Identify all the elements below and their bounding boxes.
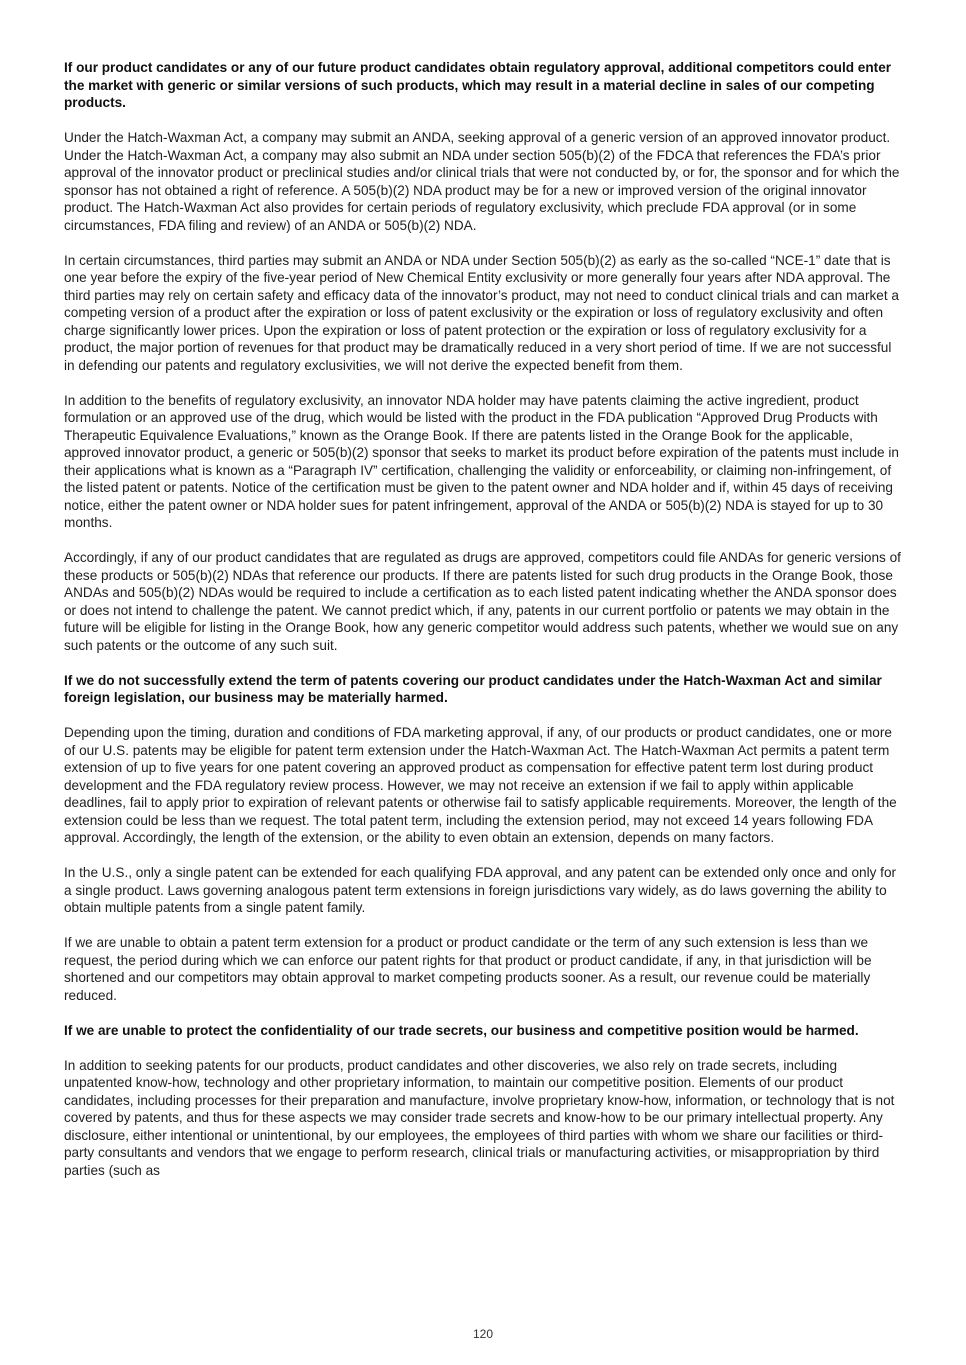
paragraph: Depending upon the timing, duration and conditions of FDA marketing approval, if any, of our products or product candidates, one or more of our U.S. patents may be eligible for patent term extension under the Hatch-Waxman Act. The Hatch-Waxman Act permits a patent term extension of up to five years for one patent covering an approved product as compensation for effective patent term lost during product development and the FDA regulatory review process. However, we may not receive an extension if we fail to apply within applicable deadlines, fail to apply prior to expiration of relevant patents or otherwise fail to satisfy applicable requirements. Moreover, the length of the extension could be less than we request. The total patent term, including the extension period, may not exceed 14 years following FDA approval. Accordingly, the length of the extension, or the ability to even obtain an extension, depends on many factors. — [64, 725, 897, 845]
section-trade-secrets — [64, 1022, 902, 1180]
page-number: 120 — [472, 1327, 494, 1341]
paragraph: In addition to seeking patents for our products, product candidates and other discoveries, we also rely on trade secrets, including unpatented know-how, technology and other proprietary information, to maintain our competitive position. Elements of our product candidates, including processes for their preparation and manufacture, involve proprietary know-how, information, or technology that is not covered by patents, and thus for these aspects we may consider trade secrets and know-how to be our primary intellectual property. Any disclosure, either intentional or unintentional, by our employees, the employees of third parties with whom we share our facilities or third-party consultants and vendors that we engage to perform research, clinical trials or manufacturing activities, or misappropriation by third parties (such as — [64, 1057, 895, 1178]
paragraph: In the U.S., only a single patent can be extended for each qualifying FDA approval, and any patent can be extended only once and only for a single product. Laws governing analogous patent term extensions in foreign jurisdictions vary widely, as do laws governing the ability to obtain multiple patents from a single patent family. — [64, 865, 897, 915]
paragraph: If we are unable to obtain a patent term extension for a product or product candidate or the term of any such extension is less than we request, the period during which we can enforce our patent rights for that product or product candidate, if any, in that jurisdiction will be shortened and our competitors may obtain approval to market competing products sooner. As a result, our revenue could be materially reduced. — [64, 935, 872, 1003]
paragraph: In certain circumstances, third parties may submit an ANDA or NDA under Section 505(b)(2) as early as the so-called “NCE-1” date that is one year before the expiry of the five-year period of New Chemical Entity exclusivity or more generally four years after NDA approval. The third parties may rely on certain safety and efficacy data of the innovator’s product, may not need to conduct clinical trials and can market a competing version of a product after the expiration or loss of patent exclusivity or the expiration or loss of regulatory exclusivity and often charge significantly lower prices. Upon the expiration or loss of patent protection or the expiration or loss of regulatory exclusivity for a product, the major portion of revenues for that product may be dramatically reduced in a very short period of time. If we are not successful in defending our patents and regulatory exclusivities, we will not derive the expected benefit from them. — [64, 252, 899, 373]
section-heading: If we do not successfully extend the term of patents covering our product candidates under the Hatch-Waxman Act and similar foreign legislation, our business may be materially harmed. — [64, 672, 882, 705]
paragraph: Accordingly, if any of our product candidates that are regulated as drugs are approved, competitors could file ANDAs for generic versions of these products or 505(b)(2) NDAs that reference our products. If there are patents listed for such drug products in the Orange Book, those ANDAs and 505(b)(2) NDAs would be required to include a certification as to each listed patent indicating whether the ANDA sponsor does or does not intend to challenge the patent. We cannot predict which, if any, patents in our current portfolio or patents we may obtain in the future will be eligible for listing in the Orange Book, how any generic competitor would address such patents, whether we would sue on any such patents or the outcome of any such suit. — [64, 550, 901, 653]
section-patent-term-extension — [64, 672, 902, 1005]
document-page — [64, 59, 902, 1197]
paragraph: Under the Hatch-Waxman Act, a company may submit an ANDA, seeking approval of a generic version of an approved innovator product. Under the Hatch-Waxman Act, a company may also submit an NDA under section 505(b)(2) of the FDCA that references the FDA’s prior approval of the innovator product or preclinical studies and/or clinical trials that were not conducted by, or for, the sponsor and for which the sponsor has not obtained a right of reference. A 505(b)(2) NDA product may be for a new or improved version of the original innovator product. The Hatch-Waxman Act also provides for certain periods of regulatory exclusivity, which preclude FDA approval (or in some circumstances, FDA filing and review) of an ANDA or 505(b)(2) NDA. — [64, 130, 900, 233]
paragraph: In addition to the benefits of regulatory exclusivity, an innovator NDA holder may have patents claiming the active ingredient, product formulation or an approved use of the drug, which would be listed with the product in the FDA publication “Approved Drug Products with Therapeutic Equivalence Evaluations,” known as the Orange Book. If there are patents listed in the Orange Book for the applicable, approved innovator product, a generic or 505(b)(2) sponsor that seeks to market its product before expiration of the patents must include in their applications what is known as a “Paragraph IV” certification, challenging the validity or enforceability, or claiming non-infringement, of the listed patent or patents. Notice of the certification must be given to the patent owner and NDA holder and if, within 45 days of receiving notice, either the patent owner or NDA holder sues for patent infringement, approval of the ANDA or 505(b)(2) NDA is stayed for up to 30 months. — [64, 392, 899, 530]
section-heading: If our product candidates or any of our future product candidates obtain regulatory approval, additional competitors could enter the market with generic or similar versions of such products, which may result in a material decline in sales of our competing products. — [64, 60, 892, 110]
section-heading: If we are unable to protect the confidentiality of our trade secrets, our business and competitive position would be harmed. — [64, 1022, 859, 1038]
section-generic-competition — [64, 59, 902, 654]
